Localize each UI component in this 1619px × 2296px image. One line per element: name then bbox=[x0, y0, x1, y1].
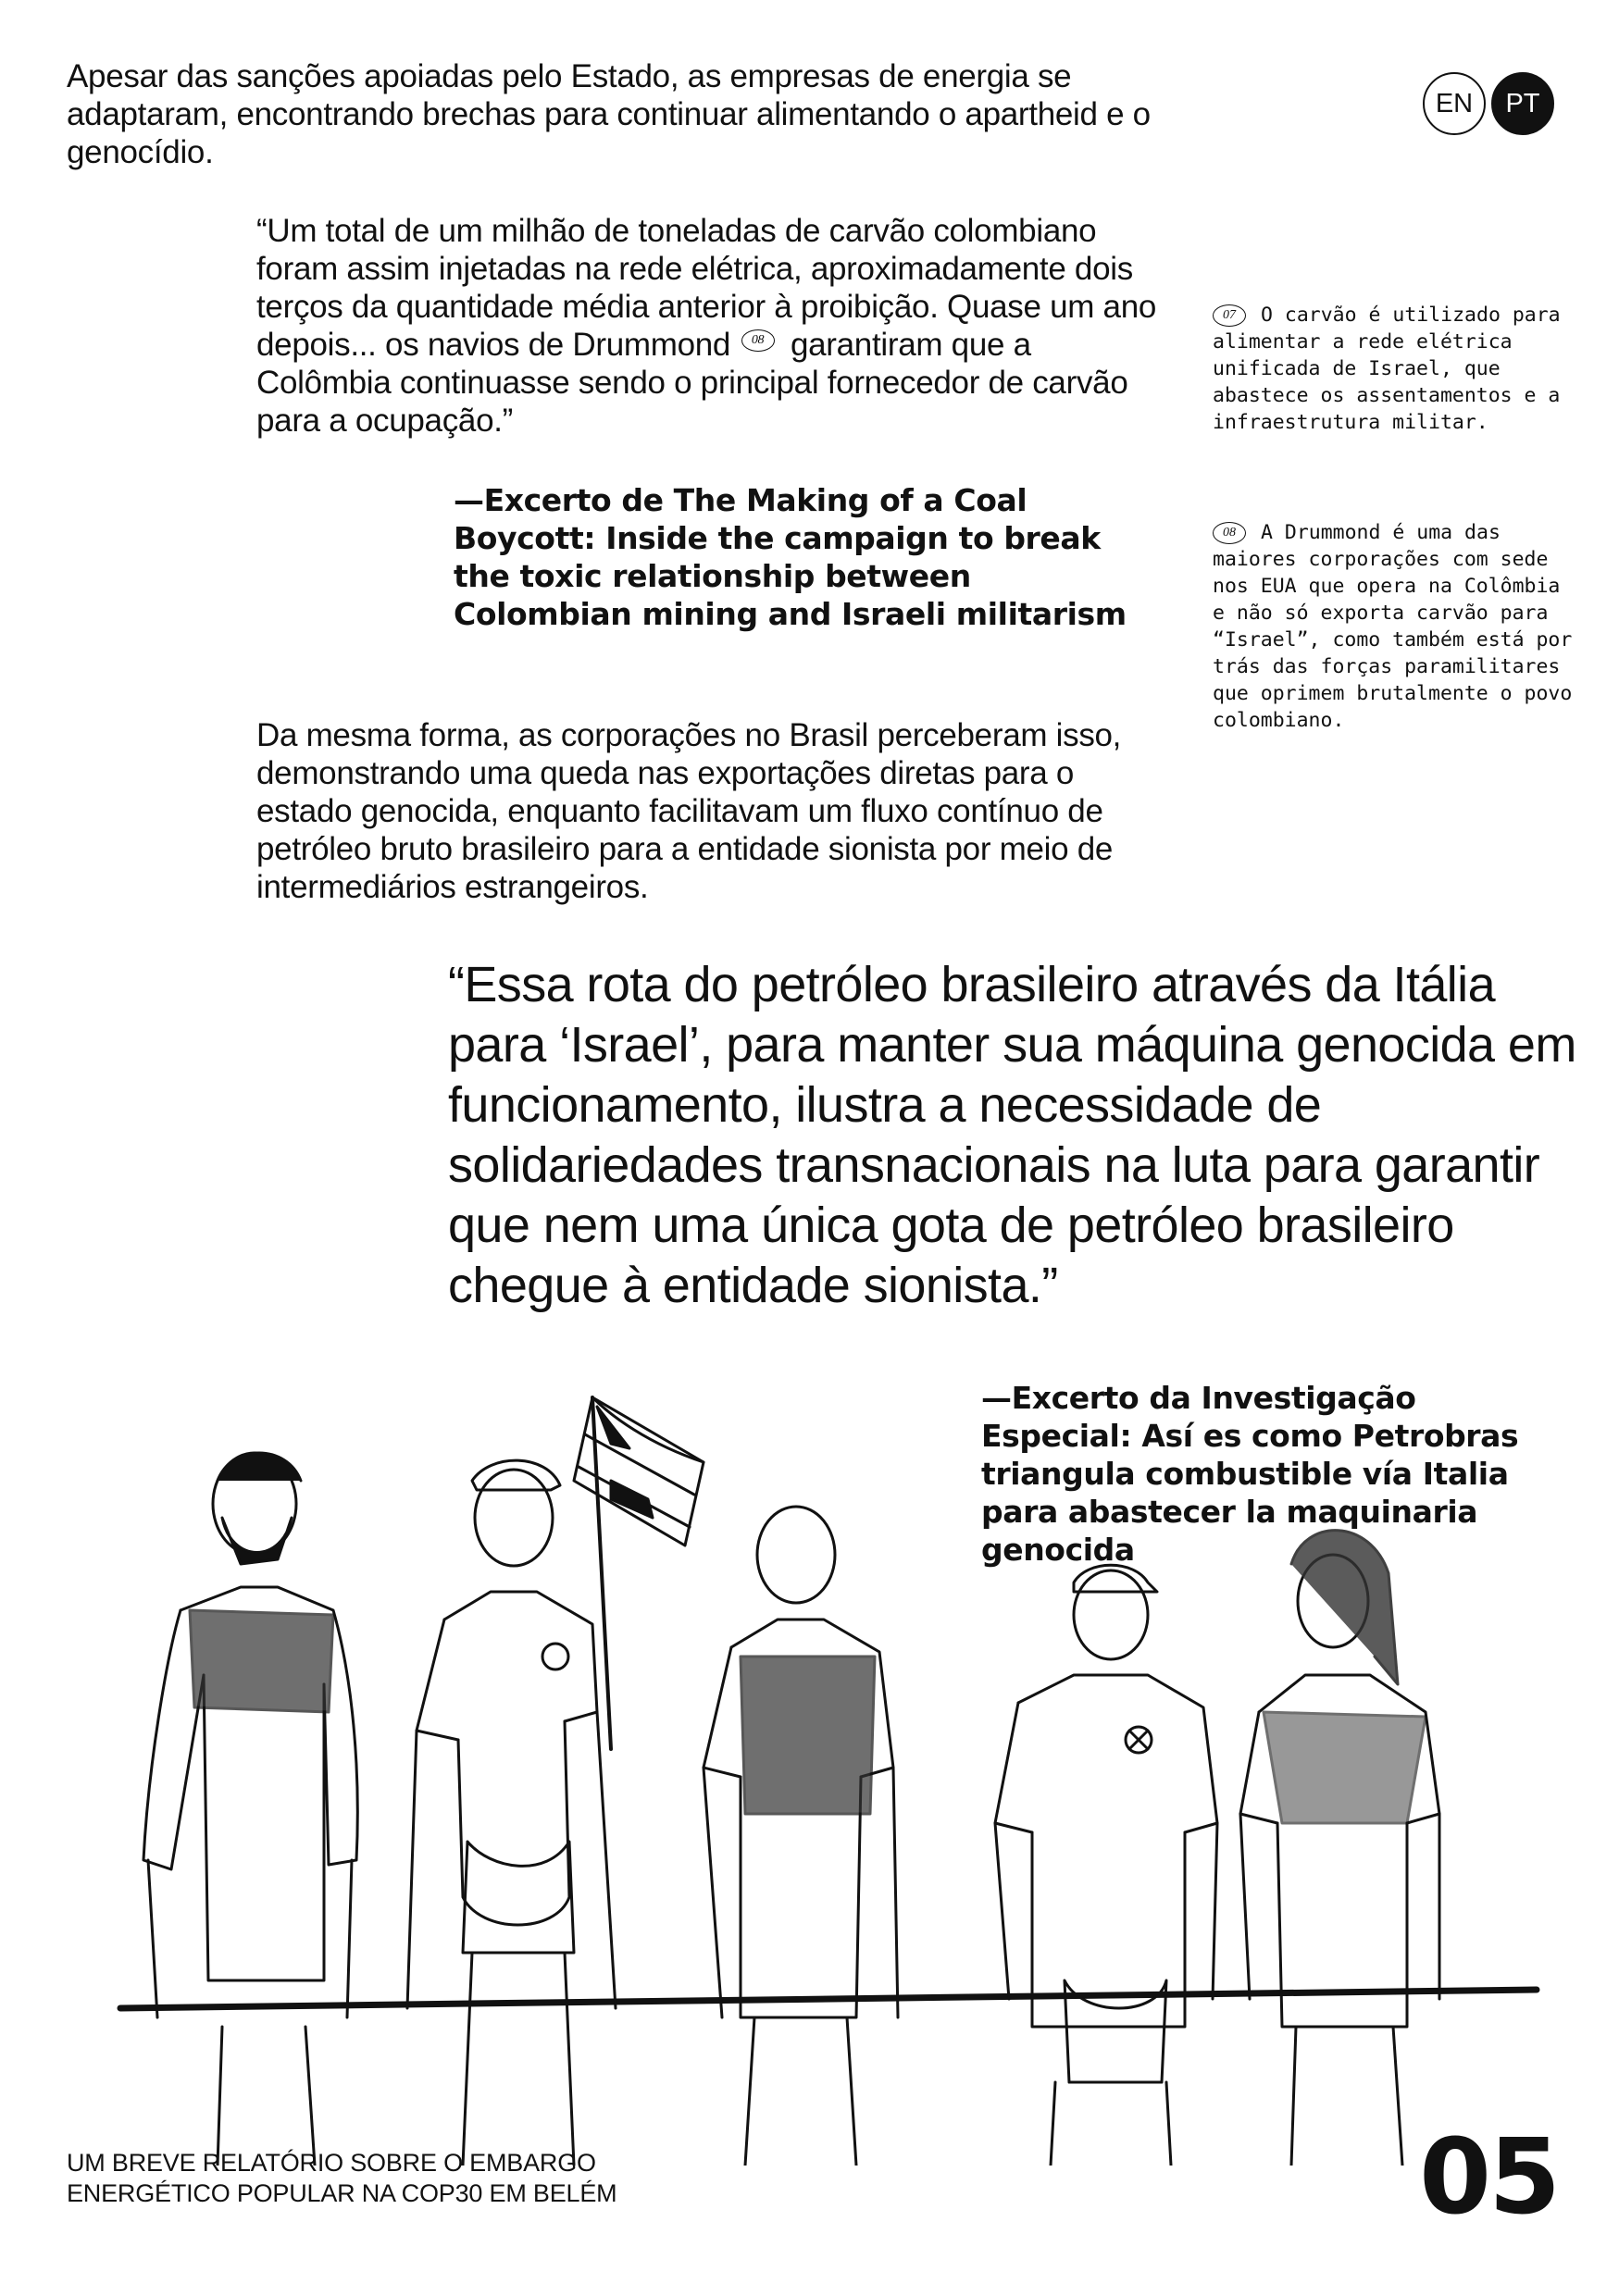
coal-quote-text-2: garantiram que a Colômbia continuasse sendo o principal fornecedor de carvão para a ocupação.” bbox=[256, 327, 1128, 439]
brazil-paragraph: Da mesma forma, as corporações no Brasil perceberam isso, demonstrando uma queda nas exportações diretas para o estado genocida, enquanto facilitavam um fluxo contínuo de petróleo bruto brasileiro para a entidade sionista por meio de intermediários estrangeiros. bbox=[256, 717, 1122, 905]
intro-paragraph: Apesar das sanções apoiadas pelo Estado, as empresas de energia se adaptaram, encontrando brechas para continuar alimentando o apartheid e o genocídio. bbox=[67, 58, 1151, 170]
person-5 bbox=[1240, 1531, 1439, 2166]
footer-line-2: ENERGÉTICO POPULAR NA COP30 EM BELÉM bbox=[67, 2179, 617, 2207]
footnote-07-marker: 07 bbox=[1213, 304, 1246, 327]
person-2 bbox=[407, 1460, 616, 2166]
report-title-footer bbox=[67, 2148, 770, 2209]
footer-line-1: UM BREVE RELATÓRIO SOBRE O EMBARGO bbox=[67, 2149, 596, 2177]
footnote-07-text: O carvão é utilizado para alimentar a rede elétrica unificada de Israel, que abastece os assentamentos e a infraestrutura militar. bbox=[1213, 304, 1561, 434]
flag-icon bbox=[574, 1397, 704, 1749]
person-3 bbox=[704, 1507, 898, 2166]
oil-quote-source: —Excerto da Investigação Especial: Así es como Petrobras triangula combustible vía Italia para abastecer la maquinaria genocida bbox=[981, 1380, 1519, 1568]
language-switcher bbox=[1423, 72, 1554, 135]
coal-quote-text-1: “Um total de um milhão de toneladas de carvão colombiano foram assim injetadas na rede elétrica, aproximadamente dois terços da quantidade média anterior à proibição. Quase um ano depois... os navios de Drummond bbox=[256, 213, 1157, 363]
page-number: 05 bbox=[1419, 2117, 1558, 2238]
lang-pt-button[interactable]: PT bbox=[1491, 72, 1554, 135]
coal-quote bbox=[256, 212, 1173, 440]
person-1 bbox=[143, 1453, 357, 2166]
footnote-07 bbox=[1213, 302, 1583, 436]
footnote-08-marker: 08 bbox=[1213, 522, 1246, 544]
footnote-ref-08[interactable]: 08 bbox=[741, 329, 775, 352]
person-4 bbox=[995, 1565, 1217, 2166]
lang-en-button[interactable]: EN bbox=[1423, 72, 1486, 135]
footnote-08 bbox=[1213, 519, 1583, 734]
banner-pole bbox=[120, 1990, 1537, 2008]
footnote-08-text: A Drummond é uma das maiores corporações com sede nos EUA que opera na Colômbia e não só exporta carvão para “Israel”, como também está por trás das forças paramilitares que oprimem brutalmente o povo colombiano. bbox=[1213, 521, 1573, 732]
coal-quote-source: —Excerto de The Making of a Coal Boycott: Inside the campaign to break the toxic relationship between Colombian mining and Israeli militarism bbox=[454, 482, 1127, 632]
pull-quote: “Essa rota do petróleo brasileiro através da Itália para ‘Israel’, para manter sua máquina genocida em funcionamento, ilustra a necessidade de solidariedades transnacionais na luta para garantir que nem uma única gota de petróleo brasileiro chegue à entidade sionista.” bbox=[448, 957, 1576, 1313]
footnotes-column bbox=[1213, 248, 1583, 761]
